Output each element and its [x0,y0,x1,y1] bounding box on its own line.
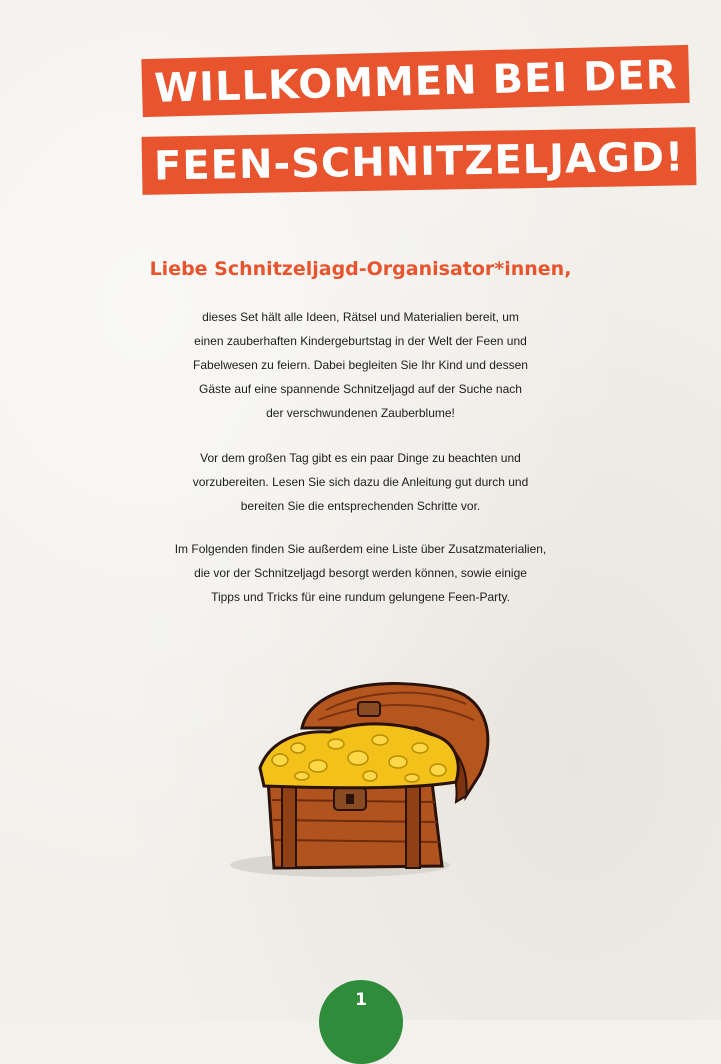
paragraph-line: Fabelwesen zu feiern. Dabei begleiten Sie Ihr Kind und dessen [193,358,528,372]
intro-paragraph [0,305,721,425]
title-line-2: FEEN-SCHNITZELJAGD! [142,127,697,195]
paragraph-line: Tipps und Tricks für eine rundum gelungene Feen-Party. [211,590,510,604]
paragraph-line: bereiten Sie die entsprechenden Schritte vor. [240,499,481,513]
preparation-paragraph [0,446,721,518]
treasure-chest-illustration [230,670,500,885]
title-line-1: WILLKOMMEN BEI DER [141,45,690,117]
paragraph-line: Im Folgenden finden Sie außerdem eine Liste über Zusatzmaterialien, [174,542,547,556]
paragraph-line: der verschwundenen Zauberblume! [266,406,455,420]
page-number: 1 [355,990,367,1010]
paragraph-line: Gäste auf eine spannende Schnitzeljagd auf der Suche nach [199,382,522,396]
lid-lock [358,702,380,716]
paragraph-line: einen zauberhaften Kindergeburtstag in der Welt der Feen und [194,334,527,348]
greeting-heading: Liebe Schnitzeljagd-Organisator*innen, [149,258,572,280]
paragraph-line: die vor der Schnitzeljagd besorgt werden können, sowie einige [194,566,527,580]
paragraph-line: vorzubereiten. Lesen Sie sich dazu die Anleitung gut durch und [192,475,529,489]
materials-paragraph [0,537,721,609]
paragraph-line: dieses Set hält alle Ideen, Rätsel und Materialien bereit, um [202,310,519,324]
paragraph-line: Vor dem großen Tag gibt es ein paar Dinge zu beachten und [200,451,521,465]
